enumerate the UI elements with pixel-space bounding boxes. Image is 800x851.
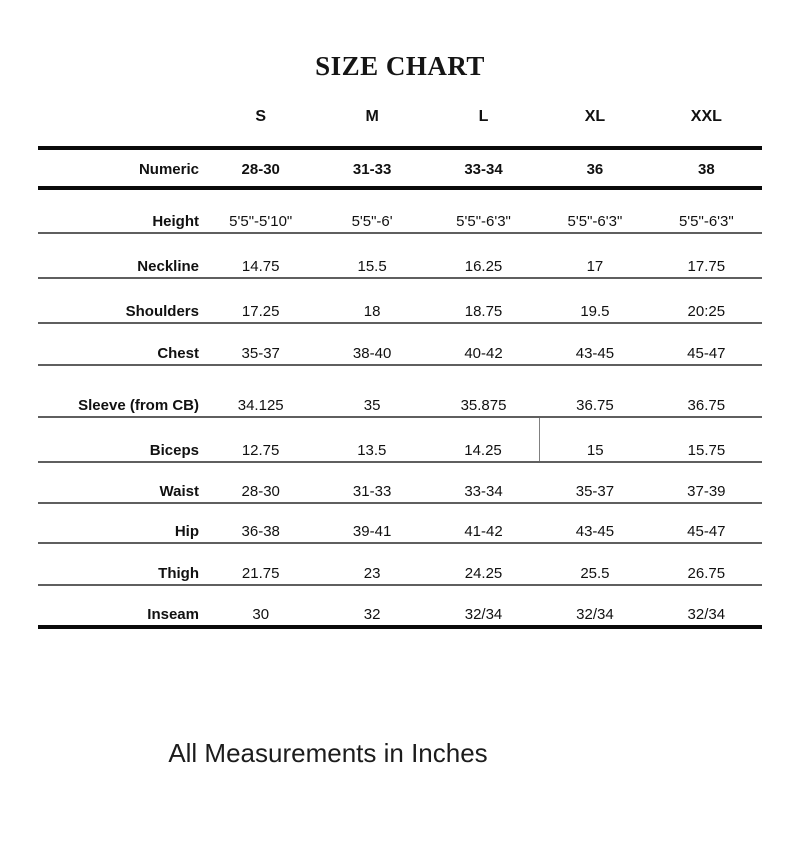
cell-value: 14.25 bbox=[427, 418, 539, 461]
table-header-row bbox=[38, 96, 762, 150]
cell-value: 15.5 bbox=[357, 258, 387, 275]
cell-value: 35-37 bbox=[241, 345, 280, 362]
page-title: SIZE CHART bbox=[315, 51, 485, 81]
table-row bbox=[38, 324, 762, 366]
cell-value: 28-30 bbox=[241, 161, 280, 178]
cell-value: 39-41 bbox=[352, 523, 392, 540]
cell-value: 32/34 bbox=[687, 606, 726, 623]
table-row bbox=[38, 418, 762, 463]
table-row bbox=[38, 586, 762, 629]
column-header-s: S bbox=[255, 108, 267, 125]
cell-value: 26.75 bbox=[687, 565, 726, 582]
cell-value: 35.875 bbox=[460, 397, 507, 414]
cell-value: 37-39 bbox=[687, 483, 726, 500]
row-label: Hip bbox=[174, 523, 199, 540]
cell-value: 32/34 bbox=[464, 606, 503, 623]
cell-value: 30 bbox=[252, 606, 270, 623]
row-label: Height bbox=[152, 213, 199, 230]
cell-value: 41-42 bbox=[464, 523, 503, 540]
cell-value: 5'5"-6'3" bbox=[456, 213, 511, 230]
row-label: Shoulders bbox=[125, 303, 199, 320]
cell-value: 36.75 bbox=[576, 397, 614, 414]
cell-value: 45-47 bbox=[687, 345, 726, 362]
row-label: Sleeve (from CB) bbox=[78, 397, 199, 414]
cell-value: 36.75 bbox=[687, 397, 726, 414]
cell-value: 28-30 bbox=[241, 483, 280, 500]
cell-value: 18.75 bbox=[464, 303, 503, 320]
measurement-unit-note: All Measurements in Inches bbox=[168, 738, 488, 768]
cell-value: 43-45 bbox=[575, 345, 615, 362]
column-header-m: M bbox=[365, 108, 379, 125]
table-row bbox=[38, 463, 762, 504]
header-empty-cell bbox=[38, 96, 205, 146]
size-chart-page bbox=[0, 51, 800, 851]
cell-value: 33-34 bbox=[464, 161, 503, 178]
column-header-xxl: XXL bbox=[690, 108, 722, 125]
cell-value: 5'5"-6'3" bbox=[567, 213, 623, 230]
cell-value: 21.75 bbox=[241, 565, 280, 582]
cell-value: 16.25 bbox=[464, 258, 503, 275]
table-row bbox=[38, 279, 762, 324]
row-label: Waist bbox=[159, 483, 199, 500]
row-label: Numeric bbox=[138, 161, 199, 178]
cell-value: 38 bbox=[697, 161, 715, 178]
column-header-l: L bbox=[478, 108, 489, 125]
row-label: Neckline bbox=[137, 258, 199, 275]
cell-value: 5'5"-5'10" bbox=[229, 213, 293, 230]
cell-value: 17 bbox=[586, 258, 604, 275]
table-row bbox=[38, 190, 762, 234]
cell-value: 40-42 bbox=[464, 345, 503, 362]
cell-value: 19.5 bbox=[580, 303, 610, 320]
cell-value: 18 bbox=[363, 303, 381, 320]
row-label: Biceps bbox=[149, 442, 199, 459]
cell-value: 43-45 bbox=[575, 523, 615, 540]
cell-value: 31-33 bbox=[352, 483, 392, 500]
table-row bbox=[38, 150, 762, 190]
cell-value: 15 bbox=[586, 442, 604, 459]
size-table bbox=[38, 96, 762, 629]
cell-value: 33-34 bbox=[464, 483, 503, 500]
cell-value: 36-38 bbox=[241, 523, 280, 540]
cell-value: 23 bbox=[363, 565, 381, 582]
table-row bbox=[38, 504, 762, 544]
cell-value: 34.125 bbox=[237, 397, 284, 414]
cell-value: 17.75 bbox=[687, 258, 726, 275]
cell-value: 32 bbox=[363, 606, 381, 623]
table-row bbox=[38, 234, 762, 279]
cell-value: 12.75 bbox=[241, 442, 280, 459]
cell-value: 38-40 bbox=[352, 345, 392, 362]
row-label: Chest bbox=[157, 345, 199, 362]
cell-value: 36 bbox=[586, 161, 604, 178]
cell-value: 20:25 bbox=[687, 303, 726, 320]
cell-value: 32/34 bbox=[576, 606, 614, 623]
cell-value: 14.75 bbox=[241, 258, 280, 275]
cell-value: 45-47 bbox=[687, 523, 726, 540]
cell-value: 35 bbox=[363, 397, 381, 414]
cell-value: 31-33 bbox=[352, 161, 392, 178]
table-row bbox=[38, 544, 762, 586]
table-body bbox=[38, 150, 762, 629]
column-header-xl: XL bbox=[584, 108, 606, 125]
cell-value: 35-37 bbox=[575, 483, 615, 500]
cell-value: 15.75 bbox=[687, 442, 726, 459]
cell-value: 24.25 bbox=[464, 565, 503, 582]
cell-value: 5'5"-6'3" bbox=[678, 213, 734, 230]
cell-value: 13.5 bbox=[357, 442, 387, 459]
row-label: Thigh bbox=[158, 565, 199, 582]
row-label: Inseam bbox=[147, 606, 199, 623]
table-row bbox=[38, 366, 762, 418]
cell-value: 25.5 bbox=[580, 565, 610, 582]
cell-value: 17.25 bbox=[241, 303, 280, 320]
cell-value: 5'5"-6' bbox=[351, 213, 393, 230]
